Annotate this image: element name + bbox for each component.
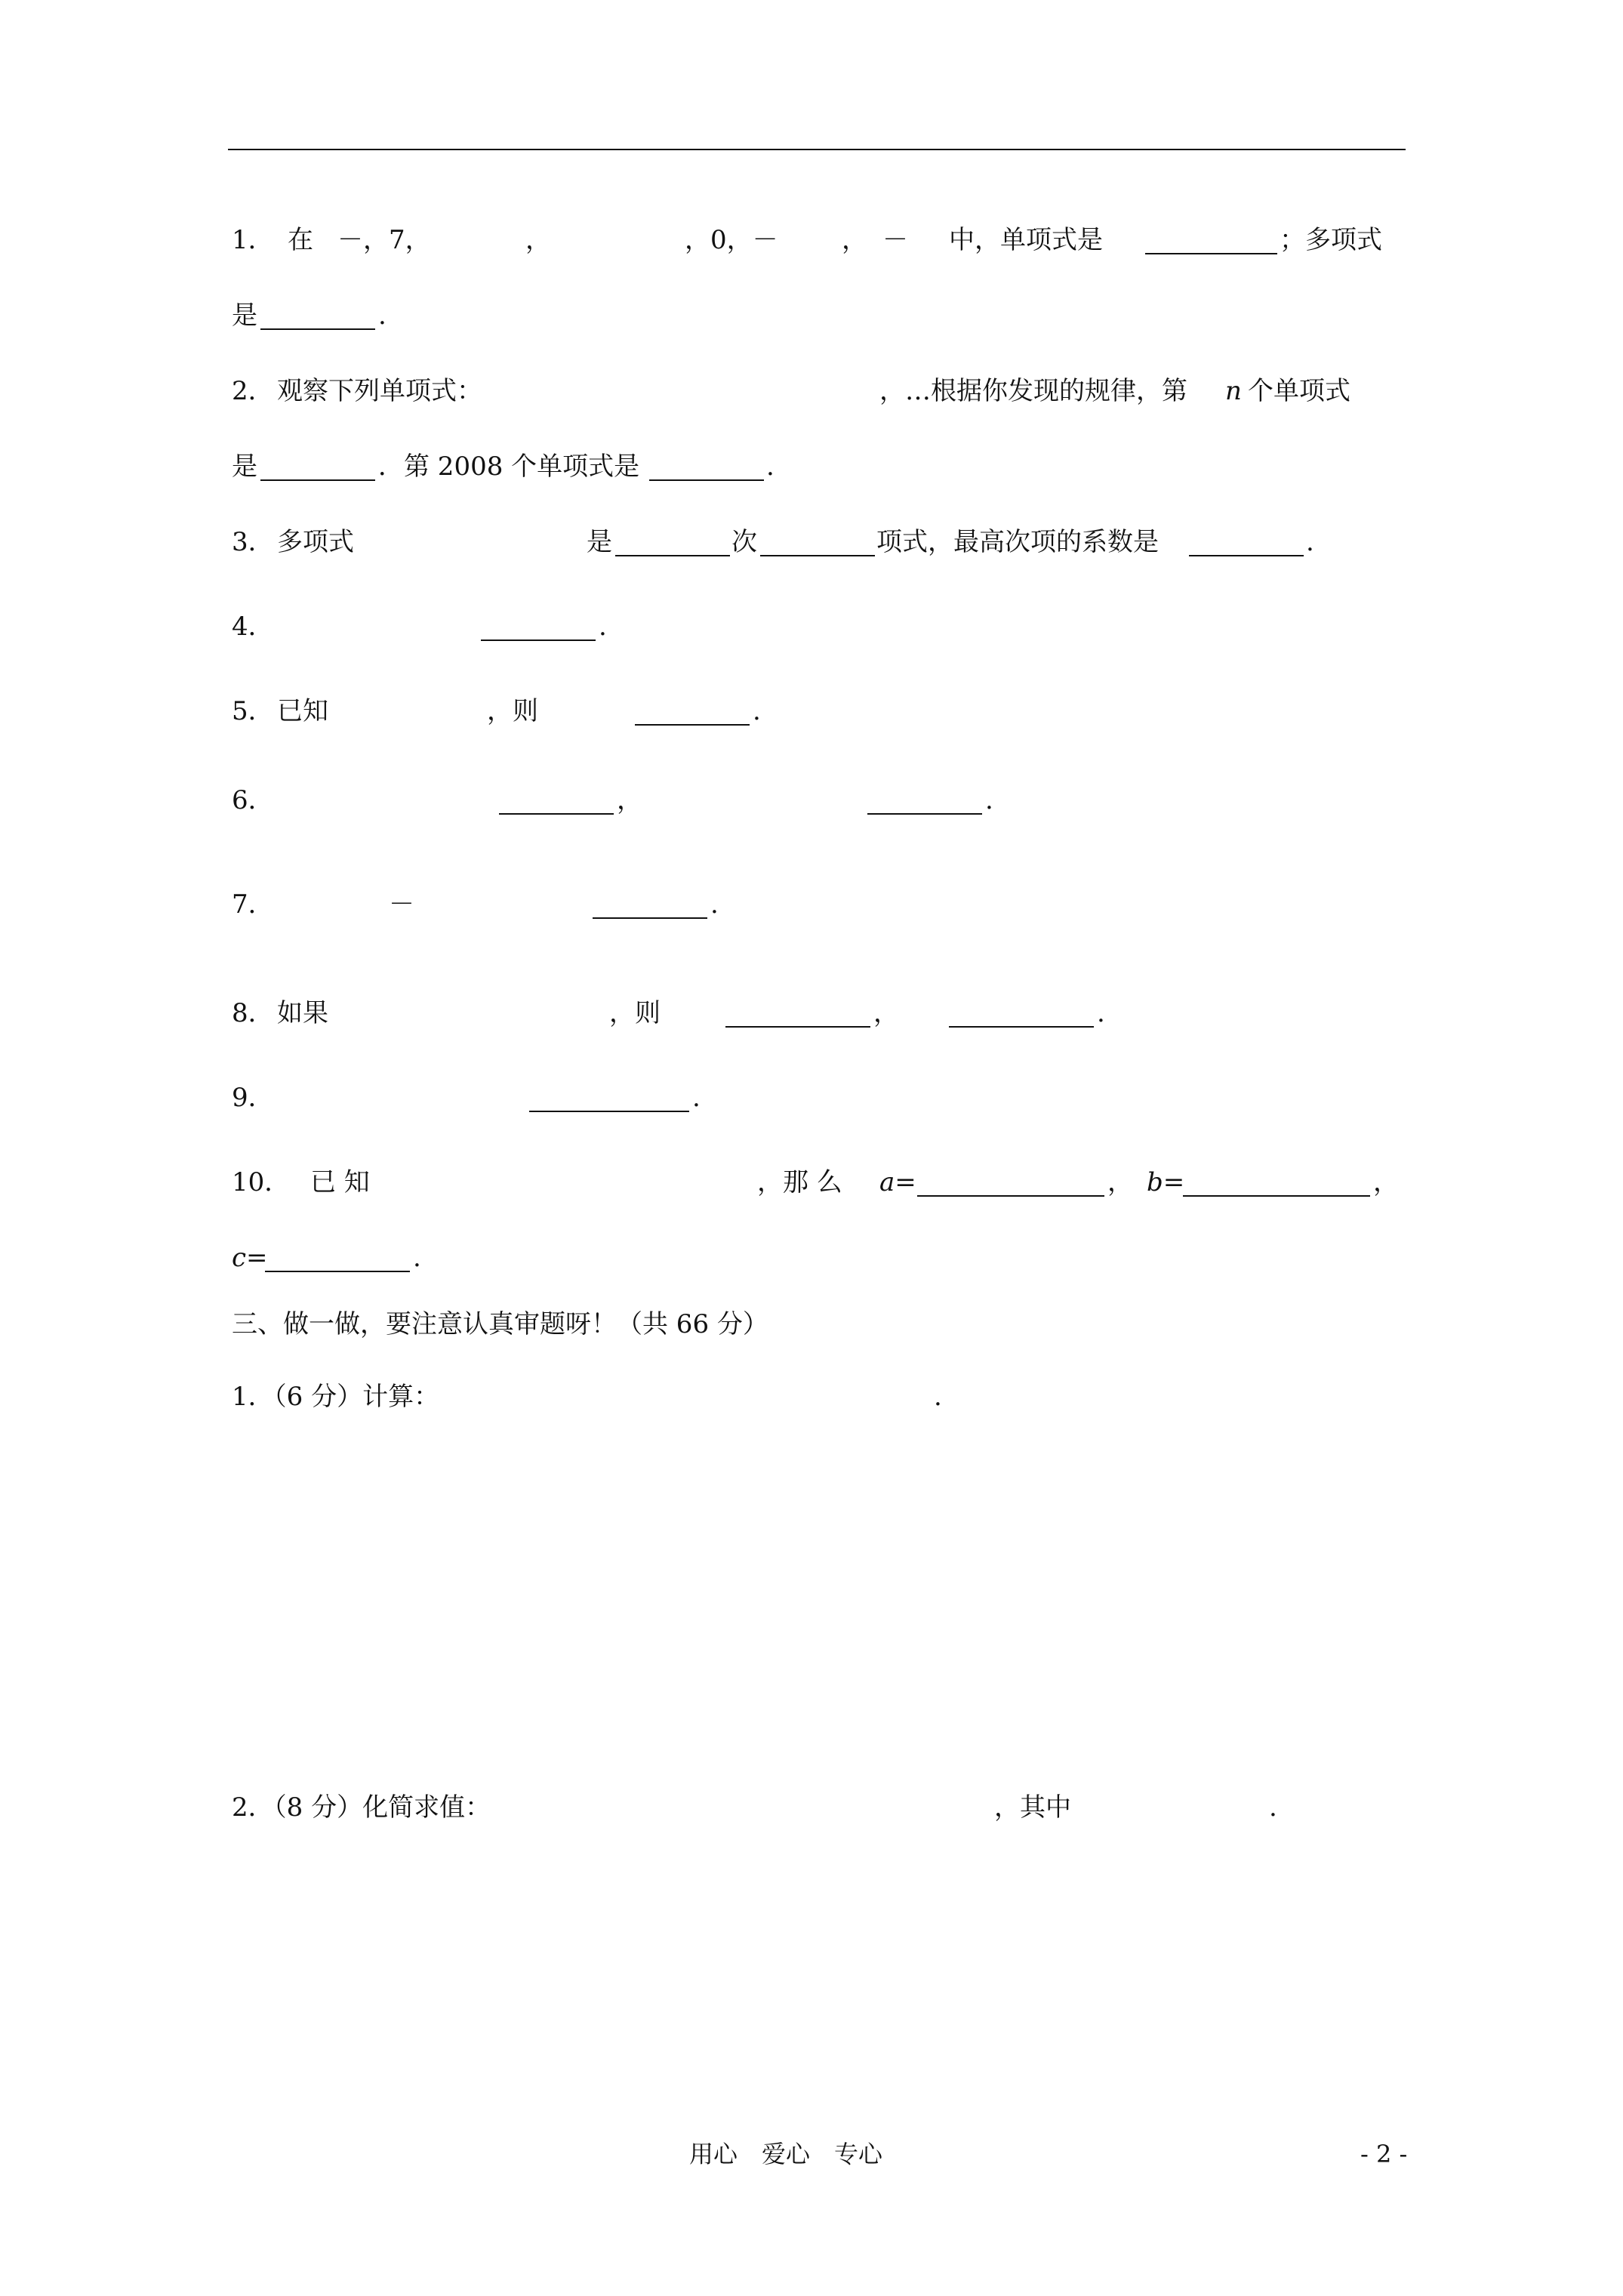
answer-blank[interactable] [529,1111,689,1112]
text: . [378,300,387,331]
question-10 [232,1160,1406,1205]
answer-blank[interactable] [615,555,730,556]
section-3-title: 三、做一做，要注意认真审题呀！（共 66 分） [232,1309,768,1339]
text: ；多项式 [1280,225,1382,255]
question-number: 10． [232,1167,291,1197]
answer-blank[interactable] [499,813,614,815]
answer-blank[interactable] [917,1195,1104,1197]
text: . [413,1243,421,1273]
text: －，7， [337,225,431,255]
variable-a: a= [879,1167,916,1197]
text: 在 [288,225,313,255]
text: － [389,889,414,920]
text: ，那 么 [757,1167,842,1197]
answer-blank[interactable] [949,1026,1094,1028]
answer-blank[interactable] [867,813,982,815]
answer-blank[interactable] [481,639,596,641]
question-2 [232,368,1406,414]
answer-blank[interactable] [649,479,764,481]
text: ， [1373,1167,1399,1197]
answer-blank[interactable] [635,724,750,726]
text: ， [873,998,899,1028]
text: － [882,225,908,255]
question-number: 1． [232,225,274,255]
text: . [985,785,993,815]
text: . [710,889,719,920]
text: 是 [232,451,257,482]
question-number: 9． [232,1083,274,1113]
text: ， [525,225,551,255]
variable-b: b= [1147,1167,1185,1197]
text: . [1269,1792,1277,1823]
text: . [692,1083,701,1113]
text: . [766,451,775,482]
text: 已 知 [310,1167,370,1197]
variable-c: c= [232,1243,268,1273]
question-number: 5． [232,696,274,726]
text: ， [1107,1167,1133,1197]
answer-blank[interactable] [265,1271,410,1272]
text: 多项式 [277,527,354,557]
footer-motto: 用心 爱心 专心 [689,2140,883,2168]
text: ，…根据你发现的规律，第 [879,376,1187,406]
text: . [1306,527,1314,557]
text: 已知 [277,696,328,726]
text: 如果 [277,998,328,1028]
text: 观察下列单项式： [277,376,482,406]
answer-blank[interactable] [760,555,875,556]
problem-label: 1．（6 分）计算： [232,1382,440,1412]
text: ，其中 [994,1792,1071,1823]
text: 个单项式 [1248,376,1350,406]
header-rule [228,149,1406,150]
text: ，0，－ [685,225,778,255]
page-number: - 2 - [1360,2140,1408,2168]
question-1 [232,217,1406,263]
question-number: 7． [232,889,274,920]
question-number: 8． [232,998,274,1028]
question-number: 4． [232,612,274,642]
text: ，则 [487,696,538,726]
text: ， [617,785,642,815]
variable-n: n [1225,376,1242,406]
answer-blank[interactable] [1183,1195,1370,1197]
text: 次 [731,527,757,557]
answer-blank[interactable] [593,917,707,919]
text: ．第 2008 个单项式是 [378,451,640,482]
text: 是 [587,527,612,557]
answer-blank[interactable] [1189,555,1304,556]
text: . [1097,998,1105,1028]
question-number: 2． [232,376,274,406]
text: . [753,696,761,726]
text: 是 [232,300,257,331]
text: . [934,1382,942,1412]
text: 项式，最高次项的系数是 [876,527,1159,557]
answer-blank[interactable] [1145,253,1277,254]
question-number: 3． [232,527,274,557]
text: . [599,612,607,642]
text: ， [842,225,867,255]
answer-blank[interactable] [260,479,375,481]
question-number: 6． [232,785,274,815]
text: 中，单项式是 [949,225,1103,255]
problem-label: 2．（8 分）化简求值： [232,1792,491,1823]
answer-blank[interactable] [260,328,375,330]
text: ，则 [609,998,661,1028]
answer-blank[interactable] [725,1026,870,1028]
